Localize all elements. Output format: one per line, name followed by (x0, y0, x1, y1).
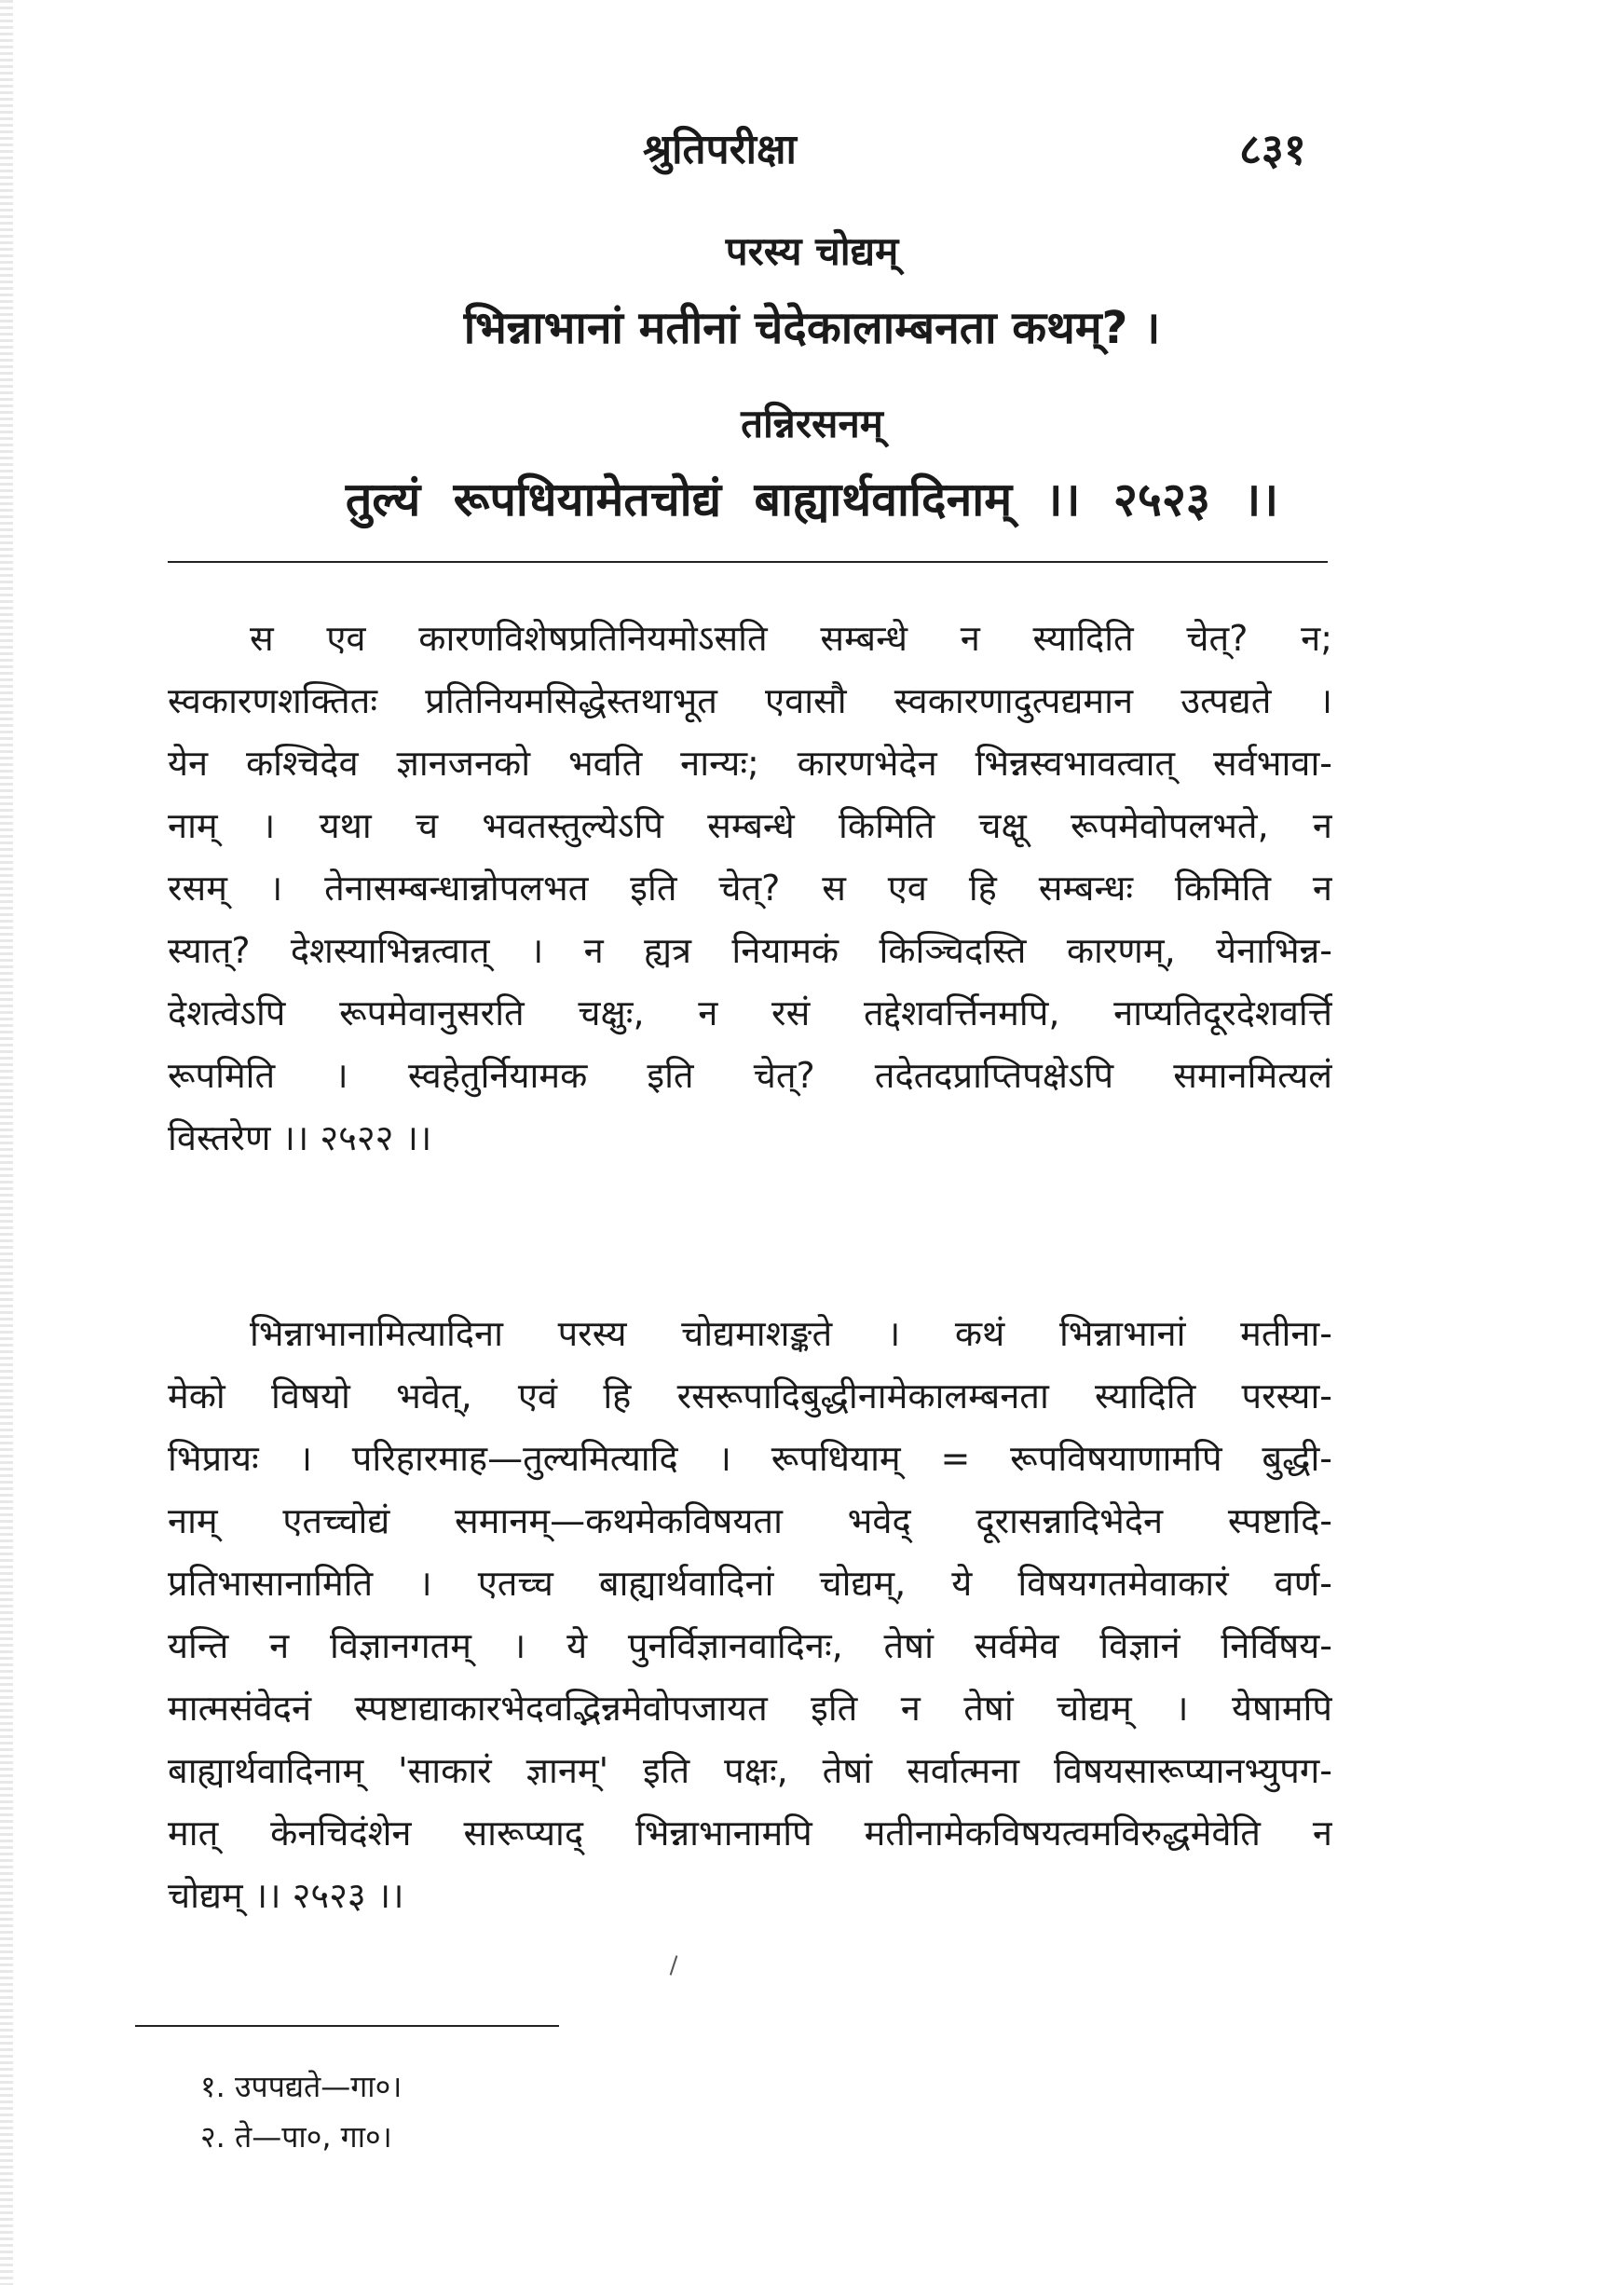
running-header (0, 119, 1624, 175)
commentary-paragraph-1 (168, 608, 1332, 1170)
footnote-rule (135, 2025, 559, 2027)
paragraph-line: चोद्यम् ।। २५२३ ।। (168, 1875, 404, 1916)
verse-line-1: भिन्नाभानां मतीनां चेदेकालाम्बनता कथम्? । (463, 302, 1161, 354)
page-number: ८३१ (1239, 124, 1306, 174)
paragraph-line: स्वकारणशक्तितः प्रतिनियमसिद्धेस्तथाभूत एवासौ स्वकारणादुत्पद्यमान उत्पद्यते । (168, 680, 1332, 721)
verse-divider-rule (168, 561, 1328, 563)
footnote-2: २. ते—पा०, गा०। (200, 2119, 392, 2155)
paragraph-line: प्रतिभासानामिति । एतच्च बाह्यार्थवादिनां चोद्यम्, ये विषयगतमेवाकारं वर्ण- (168, 1563, 1332, 1604)
paragraph-line: रूपमिति । स्वहेतुर्नियामक इति चेत्? तदेतदप्राप्तिपक्षेऽपि समानमित्यलं (168, 1055, 1332, 1096)
paragraph-line: बाह्यार्थवादिनाम् 'साकारं ज्ञानम्' इति पक्षः, तेषां सर्वात्मना विषयसारूप्यानभ्युपग- (168, 1750, 1332, 1791)
scan-speck (670, 1955, 678, 1976)
objection-heading: परस्य चोद्यम् (725, 228, 899, 274)
paragraph-line: भिन्नाभानामित्यादिना परस्य चोद्यमाशङ्कते । कथं भिन्नाभानां मतीना- (250, 1313, 1332, 1354)
paragraph-line: मेको विषयो भवेत्, एवं हि रसरूपादिबुद्धीनामेकालम्बनता स्यादिति परस्या- (168, 1375, 1332, 1416)
paragraph-line: विस्तरेण ।। २५२२ ।। (168, 1117, 432, 1158)
paragraph-line: नाम् एतच्चोद्यं समानम्—कथमेकविषयता भवेद् दूरासन्नादिभेदेन स्पष्टादि- (168, 1500, 1332, 1541)
paragraph-line: भिप्रायः । परिहारमाह—तुल्यमित्यादि । रूपधियाम् = रूपविषयाणामपि बुद्धी- (168, 1438, 1332, 1479)
paragraph-line: येन कश्चिदेव ज्ञानजनको भवति नान्यः; कारणभेदेन भिन्नस्वभावत्वात् सर्वभावा- (168, 743, 1332, 784)
paragraph-line: मात् केनचिदंशेन सारूप्याद् भिन्नाभानामपि मतीनामेकविषयत्वमविरुद्धमेवेति न (168, 1813, 1332, 1854)
verse-line-2: तुल्यं रूपधियामेतचोद्यं बाह्यार्थवादिनाम् ।। २५२३ ।। (345, 472, 1279, 527)
paragraph-line: स एव कारणविशेषप्रतिनियमोऽसति सम्बन्धे न स्यादिति चेत्? न; (250, 618, 1332, 659)
paragraph-line: यन्ति न विज्ञानगतम् । ये पुनर्विज्ञानवादिनः, तेषां सर्वमेव विज्ञानं निर्विषय- (168, 1625, 1332, 1666)
paragraph-line: स्यात्? देशस्याभिन्नत्वात् । न ह्यत्र नियामकं किञ्चिदस्ति कारणम्, येनाभिन्न- (168, 930, 1332, 971)
footnotes (200, 2061, 853, 2162)
footnote-1: १. उपपद्यते—गा०। (200, 2069, 403, 2104)
paragraph-line: रसम् । तेनासम्बन्धान्नोपलभत इति चेत्? स एव हि सम्बन्धः किमिति न (168, 868, 1332, 909)
running-title: श्रुतिपरीक्षा (643, 126, 797, 173)
paragraph-line: मात्मसंवेदनं स्पष्टाद्याकारभेदवद्भिन्नमेवोपजायत इति न तेषां चोद्यम् । येषामपि (168, 1688, 1332, 1729)
paragraph-line: देशत्वेऽपि रूपमेवानुसरति चक्षुः, न रसं तद्देशवर्त्तिनमपि, नाप्यतिदूरदेशवर्त्ति (168, 992, 1332, 1033)
commentary-paragraph-2 (168, 1303, 1332, 1927)
refutation-heading: तन्निरसनम् (741, 401, 883, 446)
paragraph-line: नाम् । यथा च भवतस्तुल्येऽपि सम्बन्धे किमिति चक्षू रूपमेवोपलभते, न (168, 805, 1332, 846)
